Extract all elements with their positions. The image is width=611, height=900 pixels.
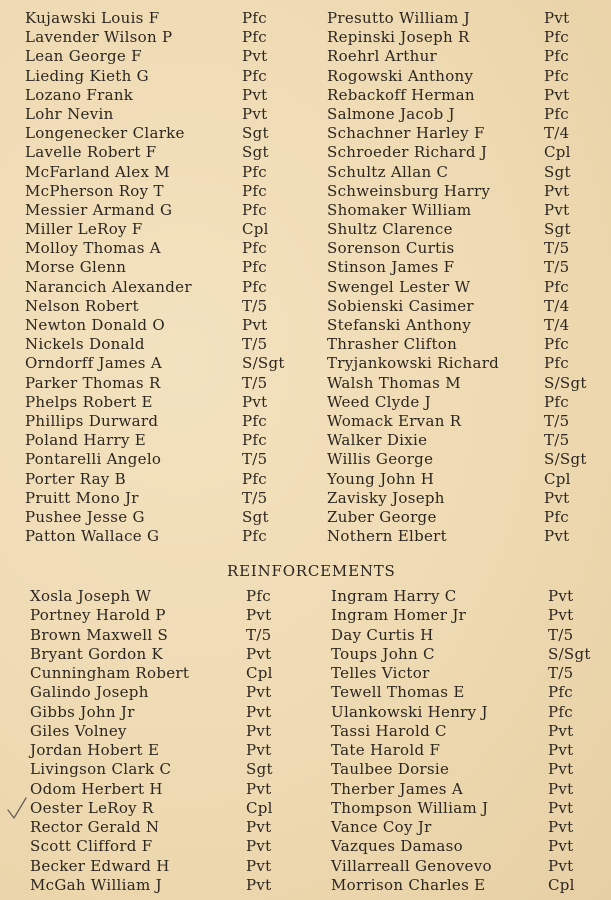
soldier-rank: Cpl [548,875,575,894]
soldier-name: Giles Volney [30,721,127,740]
soldier-name: Brown Maxwell S [30,625,169,644]
soldier-rank: Pvt [548,798,574,817]
soldier-rank: Pvt [242,47,268,66]
soldier-name: Narancich Alexander [25,277,192,296]
soldier-name: Lieding Kieth G [25,66,149,85]
soldier-name: Lozano Frank [25,85,134,104]
soldier-name: Day Curtis H [331,625,434,644]
soldier-name: Lavelle Robert F [25,143,157,162]
soldier-rank: Pfc [242,431,267,450]
soldier-rank: Pvt [246,721,272,740]
soldier-name: Poland Harry E [25,431,147,450]
soldier-rank: Cpl [544,469,571,488]
reinforcements-heading-text: REINFORCEMENTS [227,562,396,580]
soldier-name: Young John H [327,469,435,488]
roster-row [0,278,611,297]
soldier-name: Lohr Nevin [25,104,114,123]
soldier-rank: Pfc [242,527,267,546]
soldier-rank: T/5 [544,239,570,258]
soldier-name: Oester LeRoy R [30,798,154,817]
soldier-name: Lean George F [25,47,142,66]
reinforcement-row [0,683,611,702]
soldier-name: Nickels Donald [25,335,145,354]
soldier-rank: Pvt [242,392,268,411]
soldier-rank: Pvt [548,856,574,875]
soldier-name: Schweinsburg Harry [327,181,491,200]
roster-row [0,450,611,469]
soldier-rank: Cpl [544,143,571,162]
soldier-rank: Pvt [246,818,272,836]
soldier-rank: Pvt [544,9,570,27]
soldier-rank: Pfc [544,28,569,47]
reinforcement-row [0,722,611,741]
soldier-name: Tassi Harold C [331,721,447,740]
soldier-rank: T/4 [544,124,570,143]
soldier-name: Walker Dixie [327,431,428,450]
soldier-name: Longenecker Clarke [25,124,185,143]
roster-row [0,354,611,373]
soldier-name: Becker Edward H [30,856,170,875]
soldier-rank: T/5 [544,431,570,450]
soldier-rank: Pfc [242,9,267,27]
soldier-rank: S/Sgt [544,450,587,469]
soldier-name: Gibbs John Jr [30,702,135,721]
soldier-rank: Pvt [548,721,574,740]
soldier-name: Morse Glenn [25,258,127,277]
roster-row [0,412,611,431]
soldier-name: Villarreall Genovevo [331,856,492,875]
reinforcement-row [0,606,611,625]
soldier-rank: Pvt [242,104,268,123]
reinforcement-row [0,799,611,818]
soldier-name: McPherson Roy T [25,181,164,200]
soldier-name: Parker Thomas R [25,373,161,392]
soldier-rank: Pvt [246,837,272,856]
roster-row [0,47,611,66]
soldier-rank: Pvt [246,875,272,894]
soldier-name: Schultz Allan C [327,162,449,181]
soldier-rank: Pfc [544,47,569,66]
roster-row [0,67,611,86]
soldier-name: Newton Donald O [25,316,165,334]
roster-row [0,489,611,508]
roster-row [0,316,611,335]
soldier-name: Phillips Durward [25,411,159,430]
soldier-name: Morrison Charles E [331,875,486,894]
soldier-name: Willis George [327,450,434,469]
soldier-name: Zuber George [327,507,437,526]
soldier-rank: S/Sgt [544,373,587,392]
soldier-rank: Pfc [544,66,569,85]
reinforcement-row [0,760,611,779]
roster-row [0,374,611,393]
soldier-rank: Sgt [544,162,571,181]
soldier-rank: T/4 [544,296,570,315]
soldier-rank: Pfc [242,162,267,181]
soldier-name: Ingram Harry C [331,587,457,605]
soldier-rank: Pvt [544,527,570,546]
soldier-name: Weed Clyde J [327,392,431,411]
soldier-rank: Pvt [246,779,272,798]
soldier-rank: Pvt [246,702,272,721]
soldier-rank: Pvt [246,856,272,875]
soldier-rank: T/5 [544,258,570,277]
soldier-rank: Sgt [242,124,269,143]
soldier-rank: Pvt [246,644,272,663]
roster-row [0,105,611,124]
soldier-name: Vance Coy Jr [331,818,432,836]
soldier-rank: Pfc [242,28,267,47]
soldier-name: McGah William J [30,875,162,894]
soldier-rank: Pvt [544,181,570,200]
soldier-name: Pontarelli Angelo [25,450,162,469]
soldier-name: Swengel Lester W [327,277,471,296]
soldier-name: Cunningham Robert [30,664,190,682]
reinforcement-row [0,626,611,645]
soldier-rank: T/5 [242,450,268,469]
roster-row [0,182,611,201]
soldier-rank: Pfc [544,104,569,123]
soldier-rank: Pfc [544,392,569,411]
reinforcement-row [0,664,611,683]
soldier-rank: Pvt [548,779,574,798]
soldier-rank: Sgt [246,760,273,779]
soldier-name: Lavender Wilson P [25,28,173,47]
soldier-rank: T/4 [544,316,570,334]
reinforcement-row [0,837,611,856]
soldier-name: Messier Armand G [25,200,173,219]
soldier-name: Therber James A [331,779,463,798]
soldier-rank: Pvt [548,606,574,625]
reinforcement-row [0,741,611,760]
soldier-rank: Pfc [246,587,271,605]
roster-row [0,220,611,239]
soldier-name: Salmone Jacob J [327,104,455,123]
soldier-rank: T/5 [242,335,268,354]
soldier-name: Schachner Harley F [327,124,485,143]
soldier-rank: Sgt [544,220,571,239]
soldier-name: Livingson Clark C [30,760,172,779]
soldier-rank: T/5 [242,373,268,392]
soldier-rank: Pvt [242,85,268,104]
soldier-name: Pushee Jesse G [25,507,145,526]
soldier-name: Shomaker William [327,200,472,219]
reinforcement-row [0,818,611,837]
soldier-rank: Pvt [246,683,272,702]
soldier-rank: Pfc [242,181,267,200]
soldier-rank: Pvt [544,488,570,507]
soldier-name: Sorenson Curtis [327,239,455,258]
soldier-name: Tewell Thomas E [331,683,465,702]
soldier-rank: Pvt [246,606,272,625]
soldier-rank: Pfc [544,277,569,296]
soldier-rank: Cpl [246,798,273,817]
soldier-name: Nothern Elbert [327,527,447,546]
roster-row [0,297,611,316]
soldier-rank: Pfc [242,239,267,258]
soldier-rank: T/5 [242,296,268,315]
soldier-name: Patton Wallace G [25,527,160,546]
soldier-name: Telles Victor [331,664,430,682]
soldier-rank: Pfc [544,335,569,354]
main-roster [0,9,611,546]
roster-row [0,124,611,143]
soldier-name: Stinson James F [327,258,455,277]
soldier-name: Molloy Thomas A [25,239,161,258]
roster-row [0,431,611,450]
soldier-rank: Pvt [246,741,272,759]
soldier-name: Rector Gerald N [30,818,160,836]
soldier-name: Ingram Homer Jr [331,606,467,625]
soldier-rank: Pfc [548,702,573,721]
soldier-name: Galindo Joseph [30,683,149,702]
soldier-name: Vazques Damaso [331,837,463,856]
soldier-name: Ulankowski Henry J [331,702,488,721]
soldier-rank: Cpl [246,664,273,682]
roster-row [0,201,611,220]
roster-row [0,239,611,258]
soldier-name: Tryjankowski Richard [327,354,500,373]
soldier-rank: T/5 [242,488,268,507]
soldier-rank: Cpl [242,220,269,239]
soldier-rank: T/5 [544,411,570,430]
soldier-name: Presutto William J [327,9,471,27]
soldier-name: Odom Herbert H [30,779,163,798]
reinforcement-row [0,587,611,606]
soldier-rank: Pvt [548,587,574,605]
soldier-rank: Pfc [242,66,267,85]
soldier-name: Rebackoff Herman [327,85,475,104]
soldier-name: McFarland Alex M [25,162,170,181]
soldier-name: Thrasher Clifton [327,335,458,354]
roster-row [0,527,611,546]
roster-row [0,9,611,28]
reinforcement-row [0,645,611,664]
reinforcement-row [0,857,611,876]
soldier-rank: Pfc [242,200,267,219]
reinforcement-row [0,780,611,799]
soldier-rank: Pfc [242,411,267,430]
roster-row [0,508,611,527]
soldier-name: Shultz Clarence [327,220,453,239]
soldier-rank: T/5 [548,625,574,644]
roster-row [0,393,611,412]
soldier-rank: Pfc [548,683,573,702]
soldier-rank: T/5 [246,625,272,644]
soldier-name: Zavisky Joseph [327,488,445,507]
soldier-name: Phelps Robert E [25,392,153,411]
soldier-name: Bryant Gordon K [30,644,164,663]
soldier-rank: S/Sgt [242,354,285,373]
soldier-name: Portney Harold P [30,606,166,625]
soldier-name: Miller LeRoy F [25,220,143,239]
roster-row [0,163,611,182]
soldier-name: Womack Ervan R [327,411,462,430]
soldier-rank: Pvt [548,818,574,836]
soldier-rank: S/Sgt [548,644,591,663]
soldier-name: Porter Ray B [25,469,126,488]
soldier-rank: Pvt [544,85,570,104]
soldier-rank: Pfc [544,507,569,526]
soldier-name: Sobienski Casimer [327,296,474,315]
roster-row [0,28,611,47]
soldier-name: Walsh Thomas M [327,373,461,392]
roster-row [0,258,611,277]
soldier-name: Tate Harold F [331,741,441,759]
soldier-name: Taulbee Dorsie [331,760,450,779]
soldier-name: Orndorff James A [25,354,162,373]
soldier-rank: Pvt [548,837,574,856]
soldier-rank: Pfc [544,354,569,373]
soldier-name: Thompson William J [331,798,489,817]
soldier-name: Nelson Robert [25,296,139,315]
reinforcements-roster [0,587,611,895]
soldier-rank: Sgt [242,507,269,526]
soldier-name: Rogowski Anthony [327,66,474,85]
soldier-rank: Sgt [242,143,269,162]
soldier-name: Repinski Joseph R [327,28,470,47]
soldier-name: Pruitt Mono Jr [25,488,139,507]
soldier-name: Schroeder Richard J [327,143,488,162]
soldier-rank: Pvt [548,741,574,759]
roster-row [0,335,611,354]
soldier-rank: Pfc [242,277,267,296]
soldier-name: Stefanski Anthony [327,316,472,334]
soldier-name: Jordan Hobert E [30,741,160,759]
soldier-name: Scott Clifford F [30,837,153,856]
roster-row [0,470,611,489]
soldier-rank: Pvt [544,200,570,219]
soldier-rank: Pvt [242,316,268,334]
soldier-name: Xosla Joseph W [30,587,152,605]
soldier-name: Kujawski Louis F [25,9,160,27]
reinforcement-row [0,876,611,895]
roster-row [0,143,611,162]
reinforcement-row [0,703,611,722]
soldier-rank: Pfc [242,469,267,488]
soldier-rank: Pfc [242,258,267,277]
soldier-rank: Pvt [548,760,574,779]
soldier-name: Roehrl Arthur [327,47,438,66]
handwritten-check-mark-icon [6,796,28,820]
roster-row [0,86,611,105]
soldier-rank: T/5 [548,664,574,682]
soldier-name: Toups John C [331,644,435,663]
